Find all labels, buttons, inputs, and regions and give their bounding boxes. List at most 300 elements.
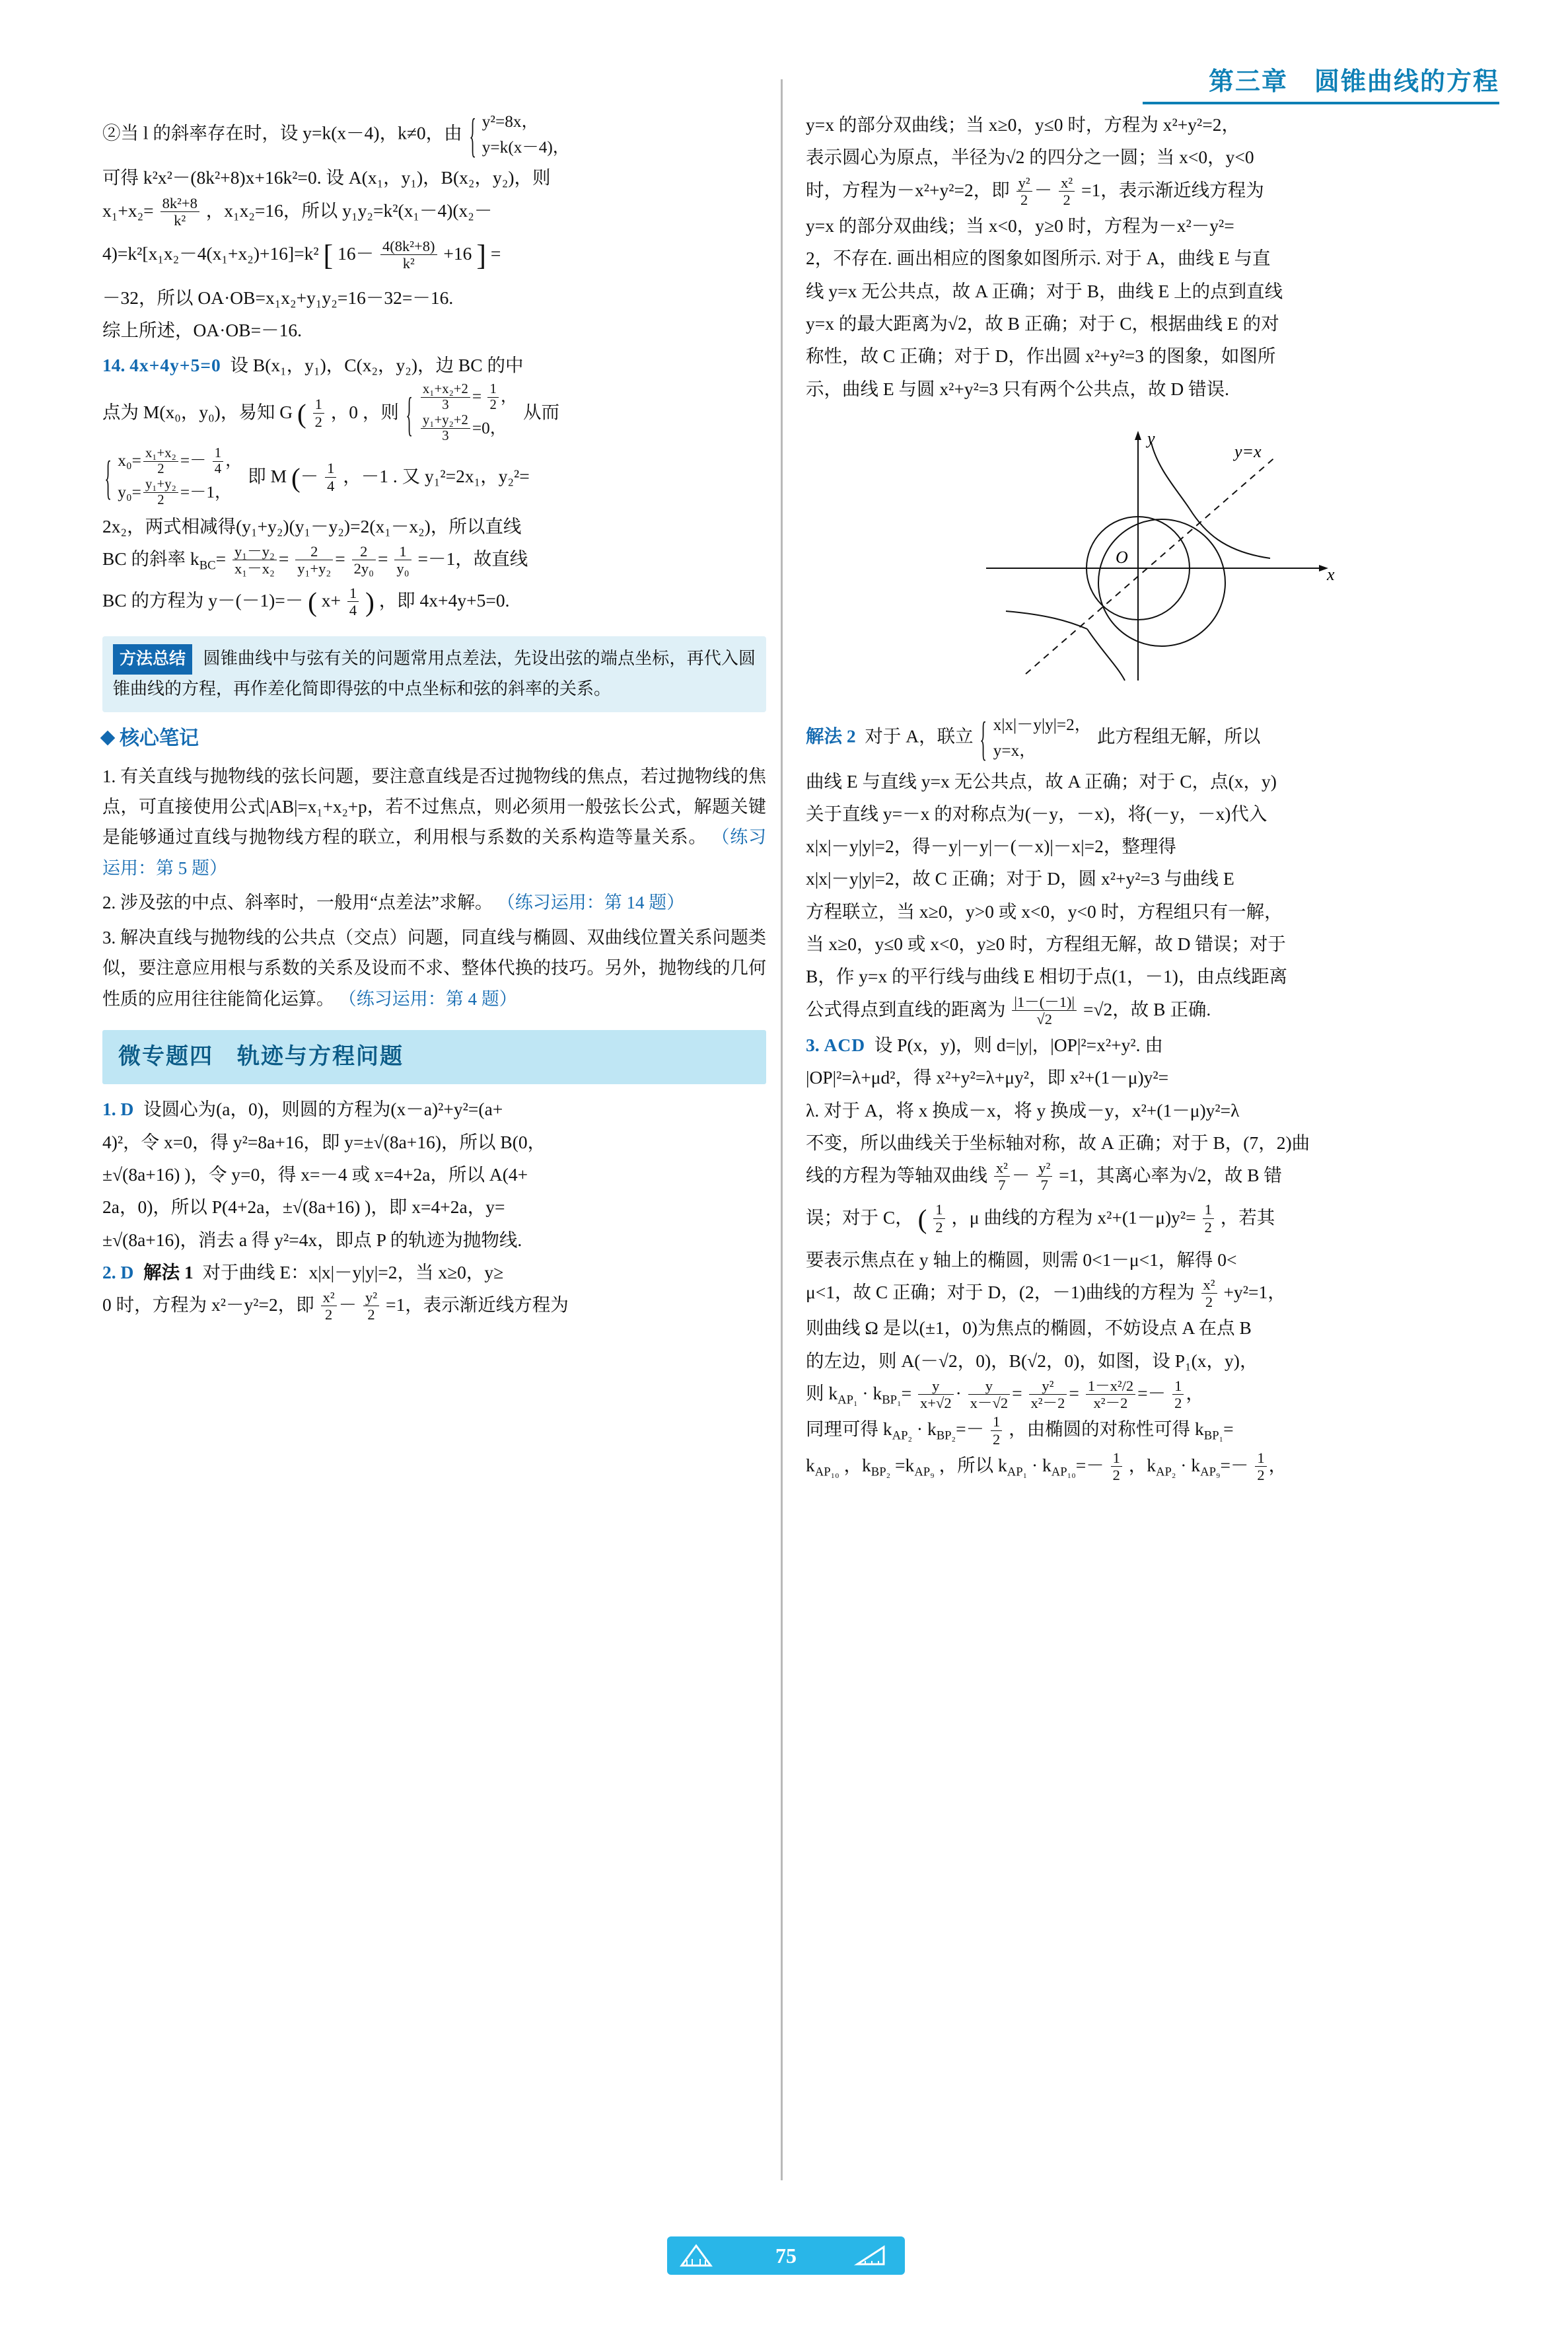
denominator: k² [174, 211, 186, 229]
bracket-open: [ [323, 239, 334, 272]
line-y-equals-x [1026, 456, 1277, 674]
numerator: y² [1036, 1160, 1052, 1177]
line [806, 1244, 1470, 1275]
line [102, 231, 766, 281]
denominator: x₁－x₂ [234, 560, 275, 577]
text: μ<1，故 C 正确；对于 D，(2，－1)曲线的方程为 [806, 1281, 1195, 1302]
text: =k [895, 1454, 915, 1475]
brace-line-2: y₀= $\frac{\text{y₁+y₂}}{2}$ =－1， [118, 477, 232, 508]
hyperbola-branch-2 [1087, 629, 1125, 681]
brace-lines [419, 383, 517, 445]
item-13-continued [102, 109, 766, 346]
brace-lines [118, 447, 242, 509]
numerator: 1 [991, 1413, 1002, 1430]
line [806, 1312, 1470, 1343]
line [102, 1191, 766, 1222]
text: =1，表示渐近线方程为 [385, 1294, 569, 1315]
subscript: AP₁ [1007, 1465, 1028, 1479]
denominator: x+√2 [919, 1395, 952, 1412]
hyperbola-branch-3 [1151, 443, 1190, 509]
fraction [143, 446, 178, 477]
note-text: 3. 解决直线与抛物线的公共点（交点）问题，同直线与椭圆、双曲线位置关系问题类似，要注意应用根与系数的关系及设而不求、整体代换的技巧。另外，抛物线的几何性质的应用往往能简化运算。 [102, 927, 766, 1009]
text: 设 B(x₁，y₁)，C(x₂，y₂)，边 BC 的中 [230, 355, 524, 376]
text: · k [1032, 1454, 1051, 1475]
line: 则 $k_{AP_1} \cdot k_{BP_1}=$ $\frac{y}{x+√2}$ · $\frac{y}{x-√2}$ = $\frac{\text{y²}}{\text{x²－2}}$ = $\frac{\text{1－x²/2}}{\text{x²－2}}$ =－ $\frac{1}{2}$ ， [806, 1377, 1204, 1412]
numerator: y² [363, 1289, 379, 1306]
brace-line-1: x|x|－y|y|=2， [993, 716, 1092, 735]
denominator: 2 [314, 413, 322, 430]
line [806, 798, 1470, 829]
line [102, 162, 766, 193]
chapter-title: 第三章 圆锥曲线的方程 [1208, 68, 1499, 96]
line [806, 1029, 1470, 1060]
line [806, 373, 1470, 404]
line [806, 766, 1470, 797]
denominator: 2 [1205, 1294, 1213, 1311]
header-rule [1143, 102, 1499, 104]
denominator: √2 [1036, 1010, 1053, 1027]
denominator: 2 [1257, 1466, 1265, 1483]
line: { x₀= $\frac{\text{x₁+x₂}}{2}$ =－ $\frac{1}{4}$ ， y₀= $\frac{\text{y₁+y₂}}{2}$ =－1， 即 M (－ $\frac{1}{4}$ ，－1 . 又 y₁²=2x₁，y₂²= [102, 447, 766, 509]
text: 2x₂，两式相减得(y₁+y₂)(y₁－y₂)=2(x₁－x₂)，所以直线 [102, 515, 522, 536]
item-14 [102, 350, 766, 626]
fraction [991, 1413, 1002, 1448]
y-axis-arrow [1135, 431, 1141, 440]
text: 时，方程为－x²+y²=2，即 [806, 179, 1010, 200]
text: 表示圆心为原点，半径为√2 的四分之一圆；当 x<0，y<0 [806, 147, 1254, 168]
text: B，作 y=x 的平行线与曲线 E 相切于点(1，－1)，由点线距离 [806, 966, 1287, 987]
numerator: 1 [1172, 1378, 1184, 1395]
numerator: 1 [1203, 1201, 1214, 1218]
item-1 [102, 1093, 766, 1255]
line [102, 1093, 766, 1125]
denominator: 2 [1063, 191, 1071, 208]
line [102, 383, 766, 445]
text: · k [916, 1419, 937, 1440]
numerator: 1 [325, 460, 336, 477]
brace-line-2: y=k(x－4)， [481, 138, 570, 157]
fraction [994, 1160, 1010, 1194]
denominator: x－√2 [970, 1395, 1009, 1412]
numerator: 1 [933, 1201, 944, 1218]
text: 当 x≥0，y≤0 或 x<0，y≥0 时，方程组无解，故 D 错误；对于 [806, 934, 1286, 954]
fraction [1255, 1450, 1266, 1484]
line: 线的方程为等轴双曲线 $\frac{\text{x²}}{7}$ － $\frac{\text{y²}}{7}$ =1，其离心率为√2，故 B 错 [806, 1160, 1282, 1194]
page-number: 75 [775, 2244, 797, 2268]
line: BC 的斜率 $k_{BC}=$ $\frac{\text{y₁－y₂}}{\text{x₁－x₂}}$ = $\frac{2}{\text{y₁+y₂}}$ = $\frac{2}{\text{2y₀}}$ = $\frac{1}{\text{y₀}}$ =－1，故直线 [102, 542, 528, 577]
line [806, 994, 1470, 1028]
subscript: BC [199, 558, 216, 573]
bracket-close: ] [476, 239, 486, 272]
denominator: 2 [1174, 1395, 1182, 1412]
fraction [347, 585, 359, 619]
fraction [1012, 994, 1077, 1028]
text: 则曲线 Ω 是以(±1，0)为焦点的椭圆，不妨设点 A 在点 B [806, 1317, 1252, 1339]
brace-line-1: y²=8x， [481, 112, 538, 131]
text: x₁+x₂= [102, 200, 154, 221]
set-square-icon [853, 2240, 888, 2271]
denominator: 4 [214, 461, 222, 476]
denominator: y₁+y₂ [297, 560, 332, 577]
line [102, 1126, 766, 1158]
line [806, 712, 1470, 764]
text: · k [862, 1382, 882, 1403]
core-notes-title [102, 721, 766, 756]
text: BC 的方程为 y－(－1)=－ [102, 590, 304, 611]
text: y=x 的部分双曲线；当 x≥0，y≤0 时，方程为 x²+y²=2， [806, 114, 1240, 135]
fraction [213, 446, 223, 477]
line [102, 1159, 766, 1190]
fraction [143, 477, 178, 508]
text: ，μ 曲线的方程为 x²+(1－μ)y²= [951, 1206, 1196, 1228]
line [806, 1276, 1470, 1311]
text: 示，曲线 E 与圆 x²+y²=3 只有两个公共点，故 D 错误. [806, 378, 1230, 399]
subscript: BP₂ [936, 1428, 956, 1443]
item-2 [102, 1257, 766, 1324]
text: 方程联立，当 x≥0，y>0 或 x<0，y<0 时，方程组只有一解， [806, 901, 1283, 922]
fraction [313, 396, 324, 430]
method-label: 解法 1 [143, 1261, 194, 1282]
brace-glyph: { [980, 711, 987, 765]
text: λ. 对于 A，将 x 换成－x，将 y 换成－y，x²+(1－μ)y²=λ [806, 1099, 1240, 1121]
text: x|x|－y|y|=2，得－y|－y|－(－x)|－x|=2，整理得 [806, 836, 1176, 857]
line [102, 314, 766, 346]
right-column [806, 109, 1470, 1485]
line: 时，方程为－x²+y²=2，即 $\frac{\text{y²}}{2}$ － $\frac{\text{x²}}{2}$ =1，表示渐近线方程为 [806, 174, 1264, 208]
numerator: 1 [1255, 1450, 1266, 1467]
section-heading: 微专题四 轨迹与方程问题 [102, 1030, 766, 1084]
hyperbola-branch-4 [1006, 611, 1087, 629]
brace-line-2 [419, 413, 507, 444]
text: ，k [843, 1454, 871, 1475]
text: ，若其 [1220, 1206, 1275, 1228]
denominator: 2 [157, 461, 164, 476]
line [102, 350, 766, 381]
numerator: 2 [295, 543, 333, 560]
text: ，所以 k [939, 1454, 1007, 1475]
line [102, 195, 766, 229]
line [806, 242, 1470, 274]
numerator: 4(8k²+8) [380, 238, 437, 255]
line: $k_{AP_{10}}$ ，$k_{BP_2} =k_{AP_9}$ ，所以 $k_{AP_1} \cdot k_{AP_{10}}=-$ $\frac{1}{2}$ ，$k_{AP_2} \cdot k_{AP_9}=-$ $\frac{1}{2}$ ， [806, 1449, 1287, 1483]
figure-label-x: x [1326, 564, 1335, 584]
numerator: 8k²+8 [160, 195, 199, 212]
text: 同理可得 k [806, 1419, 892, 1440]
denominator: 2y₀ [353, 560, 374, 577]
item-number: 2. [102, 1261, 116, 1282]
text: 16－ [338, 243, 374, 264]
text: 综上所述，OA·OB=－16. [102, 320, 302, 341]
brace-line-1: $\frac{\text{x₁+x₂+2}}{3}$ = $\frac{1}{2}$ ， [419, 387, 517, 406]
denominator: 2 [325, 1306, 333, 1323]
line [806, 1345, 1470, 1376]
denominator: x²－2 [1093, 1395, 1128, 1412]
denominator: 2 [367, 1306, 375, 1323]
fraction [1016, 174, 1032, 209]
paren-open: ( [291, 462, 301, 493]
core-note-item [102, 922, 766, 1014]
fraction [487, 382, 498, 413]
figure-label-y: y [1147, 428, 1155, 448]
fraction [918, 1378, 954, 1412]
line [806, 109, 1470, 140]
text: 从而 [523, 401, 560, 422]
brace-lines [482, 109, 569, 161]
numerator: y₁+y₂ [143, 477, 178, 493]
numerator: 1－x²/2 [1086, 1378, 1135, 1395]
text: 公式得点到直线的距离为 [806, 998, 1006, 1019]
text: =1，其离心率为√2，故 B 错 [1059, 1165, 1282, 1186]
line [806, 1196, 1470, 1243]
outer-circle [1098, 519, 1225, 646]
page-header [799, 61, 1499, 107]
numerator: x² [1059, 174, 1075, 192]
note-text: 2. 涉及弦的中点、斜率时，一般用“点差法”求解。 [102, 893, 493, 913]
text: x+ [321, 590, 341, 611]
denominator: 2 [157, 493, 164, 508]
subscript: BP₂ [871, 1465, 891, 1479]
subscript: AP₁ [837, 1393, 858, 1407]
text: 此方程组无解，所以 [1096, 725, 1261, 747]
note-text: 1. 有关直线与抛物线的弦长问题，要注意直线是否过抛物线的焦点，若过抛物线的焦点，可直接使用公式|AB|=x₁+x₂+p，若不过焦点，则必须用一般弦长公式，解题关键是能够通过直线与抛物线方程的联立，利用根与系数的关系构造等量关系。 [102, 766, 766, 848]
text: +y²=1， [1223, 1281, 1286, 1302]
paren-open: ( [308, 587, 317, 618]
text: 要表示焦点在 y 轴上的椭圆，则需 0<1－μ<1，解得 0< [806, 1249, 1237, 1270]
text: BC 的斜率 k [102, 548, 199, 569]
text: 线 y=x 无公共点，故 A 正确；对于 B，曲线 E 上的点到直线 [806, 280, 1283, 301]
text: 即 M [248, 465, 287, 486]
system-brace [468, 109, 570, 161]
subscript: BP₁ [1203, 1428, 1224, 1443]
text: y=x 的部分双曲线；当 x<0，y≥0 时，方程为－x²－y²= [806, 215, 1234, 237]
numerator: y [918, 1378, 954, 1395]
line [102, 109, 766, 161]
line [806, 141, 1470, 172]
text: 点为 M(x₀，y₀)，易知 G [102, 401, 293, 422]
fraction [1029, 1378, 1067, 1412]
note-ref: （练习运用：第 4 题） [338, 988, 517, 1009]
brace-glyph: { [468, 108, 476, 162]
system-brace [979, 712, 1091, 764]
numerator: x₁+x₂ [143, 446, 178, 462]
text: 2，不存在. 画出相应的图象如图所示. 对于 A，曲线 E 与直 [806, 248, 1271, 269]
fraction [394, 543, 411, 577]
item-3 [806, 1029, 1470, 1484]
diamond-icon [100, 731, 116, 746]
numerator: 1 [313, 396, 324, 413]
text: =1，表示渐近线方程为 [1081, 179, 1264, 200]
text: =－1， [180, 482, 232, 501]
column-divider [781, 79, 783, 2180]
subscript: AP₉ [1200, 1465, 1221, 1479]
item-number: 1. [102, 1099, 116, 1120]
denominator: 2 [489, 397, 497, 412]
denominator: 2 [1020, 191, 1028, 208]
text: 关于直线 y=－x 的对称点为(－y，－x)，将(－y，－x)代入 [806, 803, 1267, 824]
text: 对于曲线 E：x|x|－y|y|=2，当 x≥0，y≥ [202, 1261, 504, 1282]
text: ，0 ，则 [330, 401, 399, 422]
numerator: y² [1029, 1378, 1067, 1395]
fraction [1111, 1450, 1122, 1484]
text: =0， [472, 418, 507, 437]
text: ，即 4x+4y+5=0. [378, 590, 510, 611]
text: ，由椭圆的对称性可得 k [1009, 1419, 1204, 1440]
text: 的左边，则 A(－√2，0)，B(√2，0)，如图，设 P₁(x，y)， [806, 1350, 1258, 1371]
text: +16 [443, 243, 472, 264]
numerator: x² [994, 1160, 1010, 1177]
item-number: 14. [102, 355, 125, 376]
core-note-item [102, 761, 766, 884]
answer-label: ACD [824, 1035, 866, 1056]
text: |OP|²=λ+μd²，得 x²+y²=λ+μy²，即 x²+(1－μ)y²= [806, 1067, 1169, 1088]
answer-label: D [120, 1261, 135, 1282]
denominator: y₀ [396, 560, 410, 577]
fraction [352, 543, 376, 577]
core-notes-title-text: 核心笔记 [120, 727, 199, 749]
item-number: 3. [806, 1035, 820, 1056]
denominator: 4 [349, 602, 357, 619]
item-2-method-2 [806, 712, 1470, 1028]
fraction [1203, 1201, 1214, 1236]
fraction [160, 195, 199, 229]
method-summary-text: 圆锥曲线中与弦有关的问题常用点差法，先设出弦的端点坐标，再代入圆锥曲线的方程，再作差化简即得弦的中点坐标和弦的斜率的关系。 [113, 649, 756, 698]
text: ±√(8a+16)，消去 a 得 y²=4x，即点 P 的轨迹为抛物线. [102, 1229, 522, 1250]
text: 0 时，方程为 x²－y²=2，即 [102, 1294, 314, 1315]
text: ，－1 . 又 y₁²=2x₁，y₂²= [343, 465, 530, 486]
numerator: y₁+y₂+2 [421, 413, 470, 429]
system-brace [405, 383, 517, 445]
subscript: AP₁₀ [814, 1465, 839, 1479]
text: 线的方程为等轴双曲线 [806, 1165, 987, 1186]
fraction [232, 543, 277, 577]
line [102, 1224, 766, 1255]
text: 2a，0)，所以 P(4+2a，±√(8a+16) )，即 x=4+2a，y= [102, 1197, 505, 1218]
numerator: 1 [394, 543, 411, 560]
text: 可得 k²x²－(8k²+8)x+16k²=0. 设 A(x₁，y₁)，B(x₂，y₂)，则 [102, 167, 551, 188]
denominator: 7 [1040, 1177, 1048, 1194]
numerator: y₁－y₂ [232, 543, 277, 560]
line [102, 511, 766, 542]
note-ref: （练习运用：第 5 题） [102, 827, 767, 878]
text: k [806, 1454, 815, 1475]
page-footer [0, 2236, 1568, 2289]
numerator: x₁+x₂+2 [421, 382, 470, 398]
system-brace [104, 447, 242, 509]
fraction [363, 1289, 379, 1323]
brace-lines [993, 712, 1091, 764]
method-summary-box [102, 636, 766, 712]
text: 曲线 E 与直线 y=x 无公共点，故 A 正确；对于 C，点(x，y) [806, 770, 1277, 792]
fraction [933, 1201, 944, 1236]
line [806, 340, 1470, 371]
numerator: 2 [352, 543, 376, 560]
numerator: 1 [213, 446, 223, 462]
denominator: k² [402, 255, 415, 272]
numerator: x² [321, 1289, 337, 1306]
answer-label: D [120, 1099, 135, 1120]
brace-line-1: x₀= $\frac{\text{x₁+x₂}}{2}$ =－ $\frac{1}{4}$ ， [118, 445, 242, 476]
item-2-continued [806, 109, 1470, 404]
line [806, 928, 1470, 959]
fraction [421, 382, 470, 413]
text: 不变，所以曲线关于坐标轴对称，故 A 正确；对于 B，(7，2)曲 [806, 1132, 1310, 1153]
text: 4)=k²[x₁x₂－4(x₁+x₂)+16]=k² [102, 243, 319, 264]
core-note-item [102, 887, 766, 918]
line [806, 830, 1470, 862]
numerator: y² [1016, 174, 1032, 192]
subscript: BP₁ [882, 1393, 902, 1407]
denominator: x²－2 [1030, 1395, 1065, 1412]
line [806, 276, 1470, 307]
line [102, 579, 766, 626]
numerator: y [968, 1378, 1010, 1395]
note-ref: （练习运用：第 14 题） [497, 893, 685, 913]
denominator: 4 [327, 477, 335, 494]
left-column [102, 109, 766, 1325]
fraction [325, 460, 336, 494]
fraction [421, 413, 470, 444]
paren-close: ) [365, 587, 374, 618]
denominator: 2 [935, 1218, 943, 1236]
line [806, 961, 1470, 992]
text: ±√(8a+16) )，令 y=0，得 x=－4 或 x=4+2a，所以 A(4+ [102, 1164, 528, 1185]
text: 4)²，令 x=0，得 y²=8a+16，即 y=±√(8a+16)，所以 B(0， [102, 1131, 546, 1152]
text: ，k [1128, 1454, 1157, 1475]
fraction [1201, 1276, 1217, 1311]
line [806, 896, 1470, 927]
text: x|x|－y|y|=2，故 C 正确；对于 D，圆 x²+y²=3 与曲线 E [806, 868, 1234, 889]
line [806, 210, 1470, 241]
brace-line-2: y=x， [993, 741, 1036, 760]
brace-glyph: { [406, 387, 413, 441]
figure-curve-E [806, 416, 1470, 703]
line [102, 1257, 766, 1288]
text: 设圆心为(a，0)，则圆的方程为(x－a)²+y²=(a+ [143, 1099, 503, 1120]
text: · k [1180, 1454, 1201, 1475]
line [806, 308, 1470, 339]
text: ②当 l 的斜率存在时，设 y=k(x－4)，k≠0，由 [102, 122, 462, 143]
text: －32，所以 OA·OB=x₁x₂+y₁y₂=16－32=－16. [102, 287, 454, 308]
denominator: 2 [1204, 1218, 1212, 1236]
line: 0 时，方程为 x²－y²=2，即 $\frac{\text{x²}}{2}$ － $\frac{\text{y²}}{2}$ =1，表示渐近线方程为 [102, 1289, 569, 1323]
fraction [1059, 174, 1075, 209]
fraction [1036, 1160, 1052, 1194]
answer-label: 4x+4y+5=0 [129, 355, 221, 376]
fraction [380, 238, 437, 272]
line [806, 1095, 1470, 1126]
subscript: AP₉ [914, 1465, 935, 1479]
method-summary-tag: 方法总结 [113, 644, 192, 675]
line [806, 1062, 1470, 1093]
denominator: 7 [998, 1177, 1006, 1194]
figure-label-origin: O [1115, 547, 1128, 567]
line [806, 1127, 1470, 1158]
line [806, 863, 1470, 894]
denominator: 3 [442, 429, 449, 444]
figure-label-line: y=x [1234, 441, 1262, 461]
denominator: 3 [442, 397, 449, 412]
figure-svg [927, 416, 1349, 694]
line: 同理可得 $k_{AP_2} \cdot k_{BP_2}=-$ $\frac{1}{2}$ ，由椭圆的对称性可得 $k_{BP_1}=$ [806, 1413, 1234, 1448]
text: = [490, 243, 501, 264]
text: 对于 A，联立 [865, 725, 974, 747]
fraction [321, 1289, 337, 1323]
numerator: 1 [487, 382, 498, 398]
fraction [295, 543, 333, 577]
text: 设 P(x，y)，则 d=|y|，|OP|²=x²+y². 由 [874, 1035, 1163, 1056]
method-label: 解法 2 [806, 725, 856, 747]
denominator: 2 [992, 1430, 1001, 1448]
